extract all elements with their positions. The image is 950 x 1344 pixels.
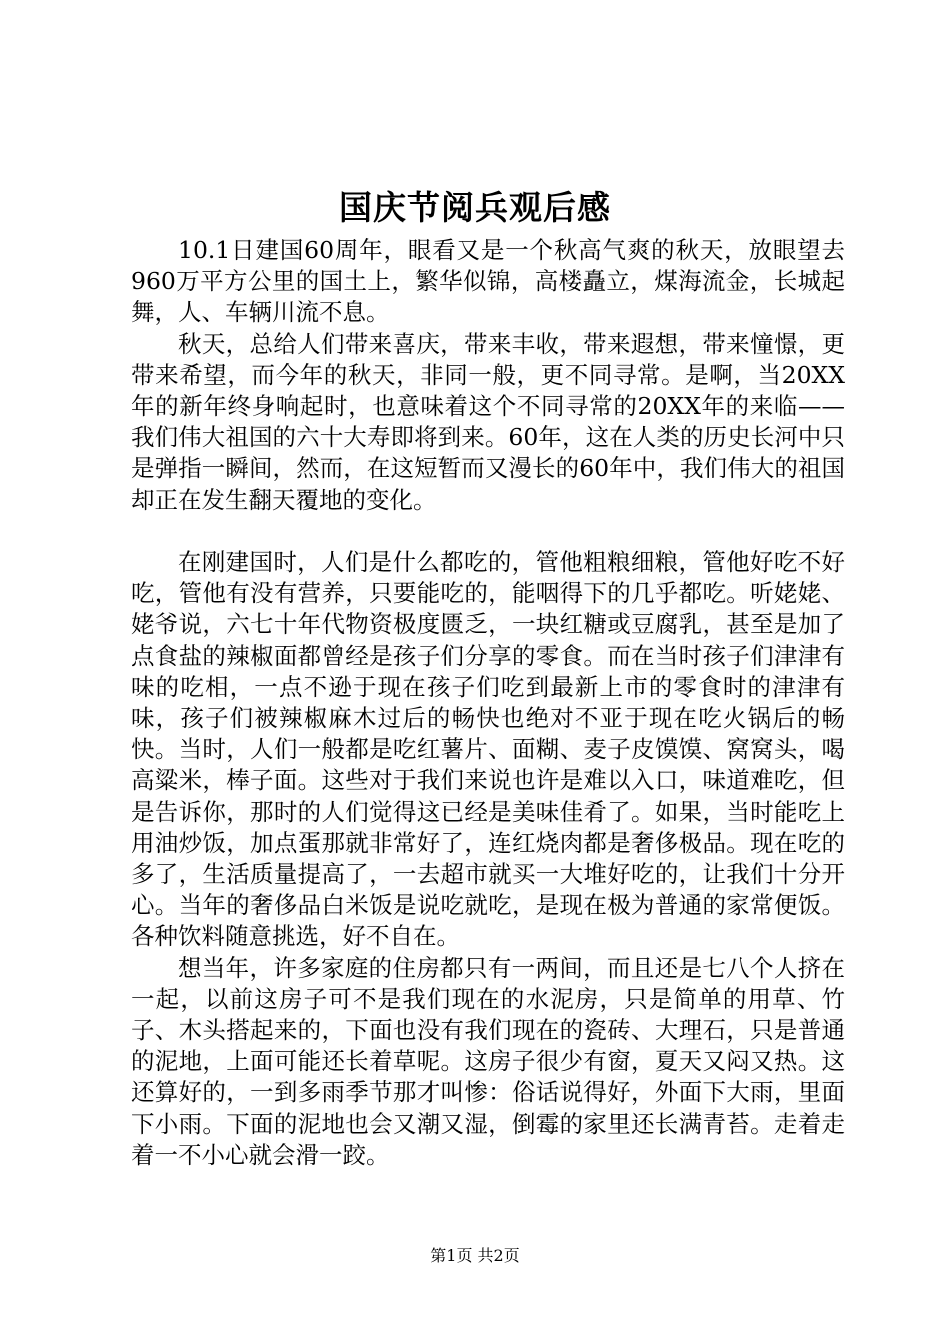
paragraph-2: 秋天，总给人们带来喜庆，带来丰收，带来遐想，带来憧憬，更带来希望，而今年的秋天，非同一般，更不同寻常。是啊，当20XX年的新年终身响起时，也意味着这个不同寻常的20XX年的来临——我们伟大祖国的六十大寿即将到来。60年，这在人类的历史长河中只是弹指一瞬间，然而，在这短暂而又漫长的60年中，我们伟大的祖国却正在发生翻天覆地的变化。: [131, 329, 845, 514]
page-footer: 第1页 共2页: [430, 1246, 520, 1265]
paragraph-1: 10.1日建国60周年，眼看又是一个秋高气爽的秋天，放眼望去960万平方公里的国土上，繁华似锦，高楼矗立，煤海流金，长城起舞，人、车辆川流不息。: [131, 236, 845, 327]
paragraph-3: 在刚建国时，人们是什么都吃的，管他粗粮细粮，管他好吃不好吃，管他有没有营养，只要能吃的，能咽得下的几乎都吃。听姥姥、姥爷说，六七十年代物资极度匮乏，一块红糖或豆腐乳，甚至是加了点食盐的辣椒面都曾经是孩子们分享的零食。而在当时孩子们津津有味的吃相，一点不逊于现在孩子们吃到最新上市的零食时的津津有味，孩子们被辣椒麻木过后的畅快也绝对不亚于现在吃火锅后的畅快。当时，人们一般都是吃红薯片、面糊、麦子皮馍馍、窝窝头，喝高粱米，棒子面。这些对于我们来说也许是难以入口，味道难吃，但是告诉你，那时的人们觉得这已经是美味佳肴了。如果，当时能吃上用油炒饭，加点蛋那就非常好了，连红烧肉都是奢侈极品。现在吃的多了，生活质量提高了，一去超市就买一大堆好吃的，让我们十分开心。当年的奢侈品白米饭是说吃就吃，是现在极为普通的家常便饭。各种饮料随意挑选，好不自在。: [131, 548, 845, 951]
document-body: [131, 235, 845, 1171]
document-title: 国庆节阅兵观后感: [339, 188, 611, 227]
paragraph-4: 想当年，许多家庭的住房都只有一两间，而且还是七八个人挤在一起，以前这房子可不是我们现在的水泥房，只是简单的用草、竹子、木头搭起来的，下面也没有我们现在的瓷砖、大理石，只是普通的泥地，上面可能还长着草呢。这房子很少有窗，夏天又闷又热。这还算好的，一到多雨季节那才叫惨：俗话说得好，外面下大雨，里面下小雨。下面的泥地也会又潮又湿，倒霉的家里还长满青苔。走着走着一不小心就会滑一跤。: [131, 953, 845, 1169]
